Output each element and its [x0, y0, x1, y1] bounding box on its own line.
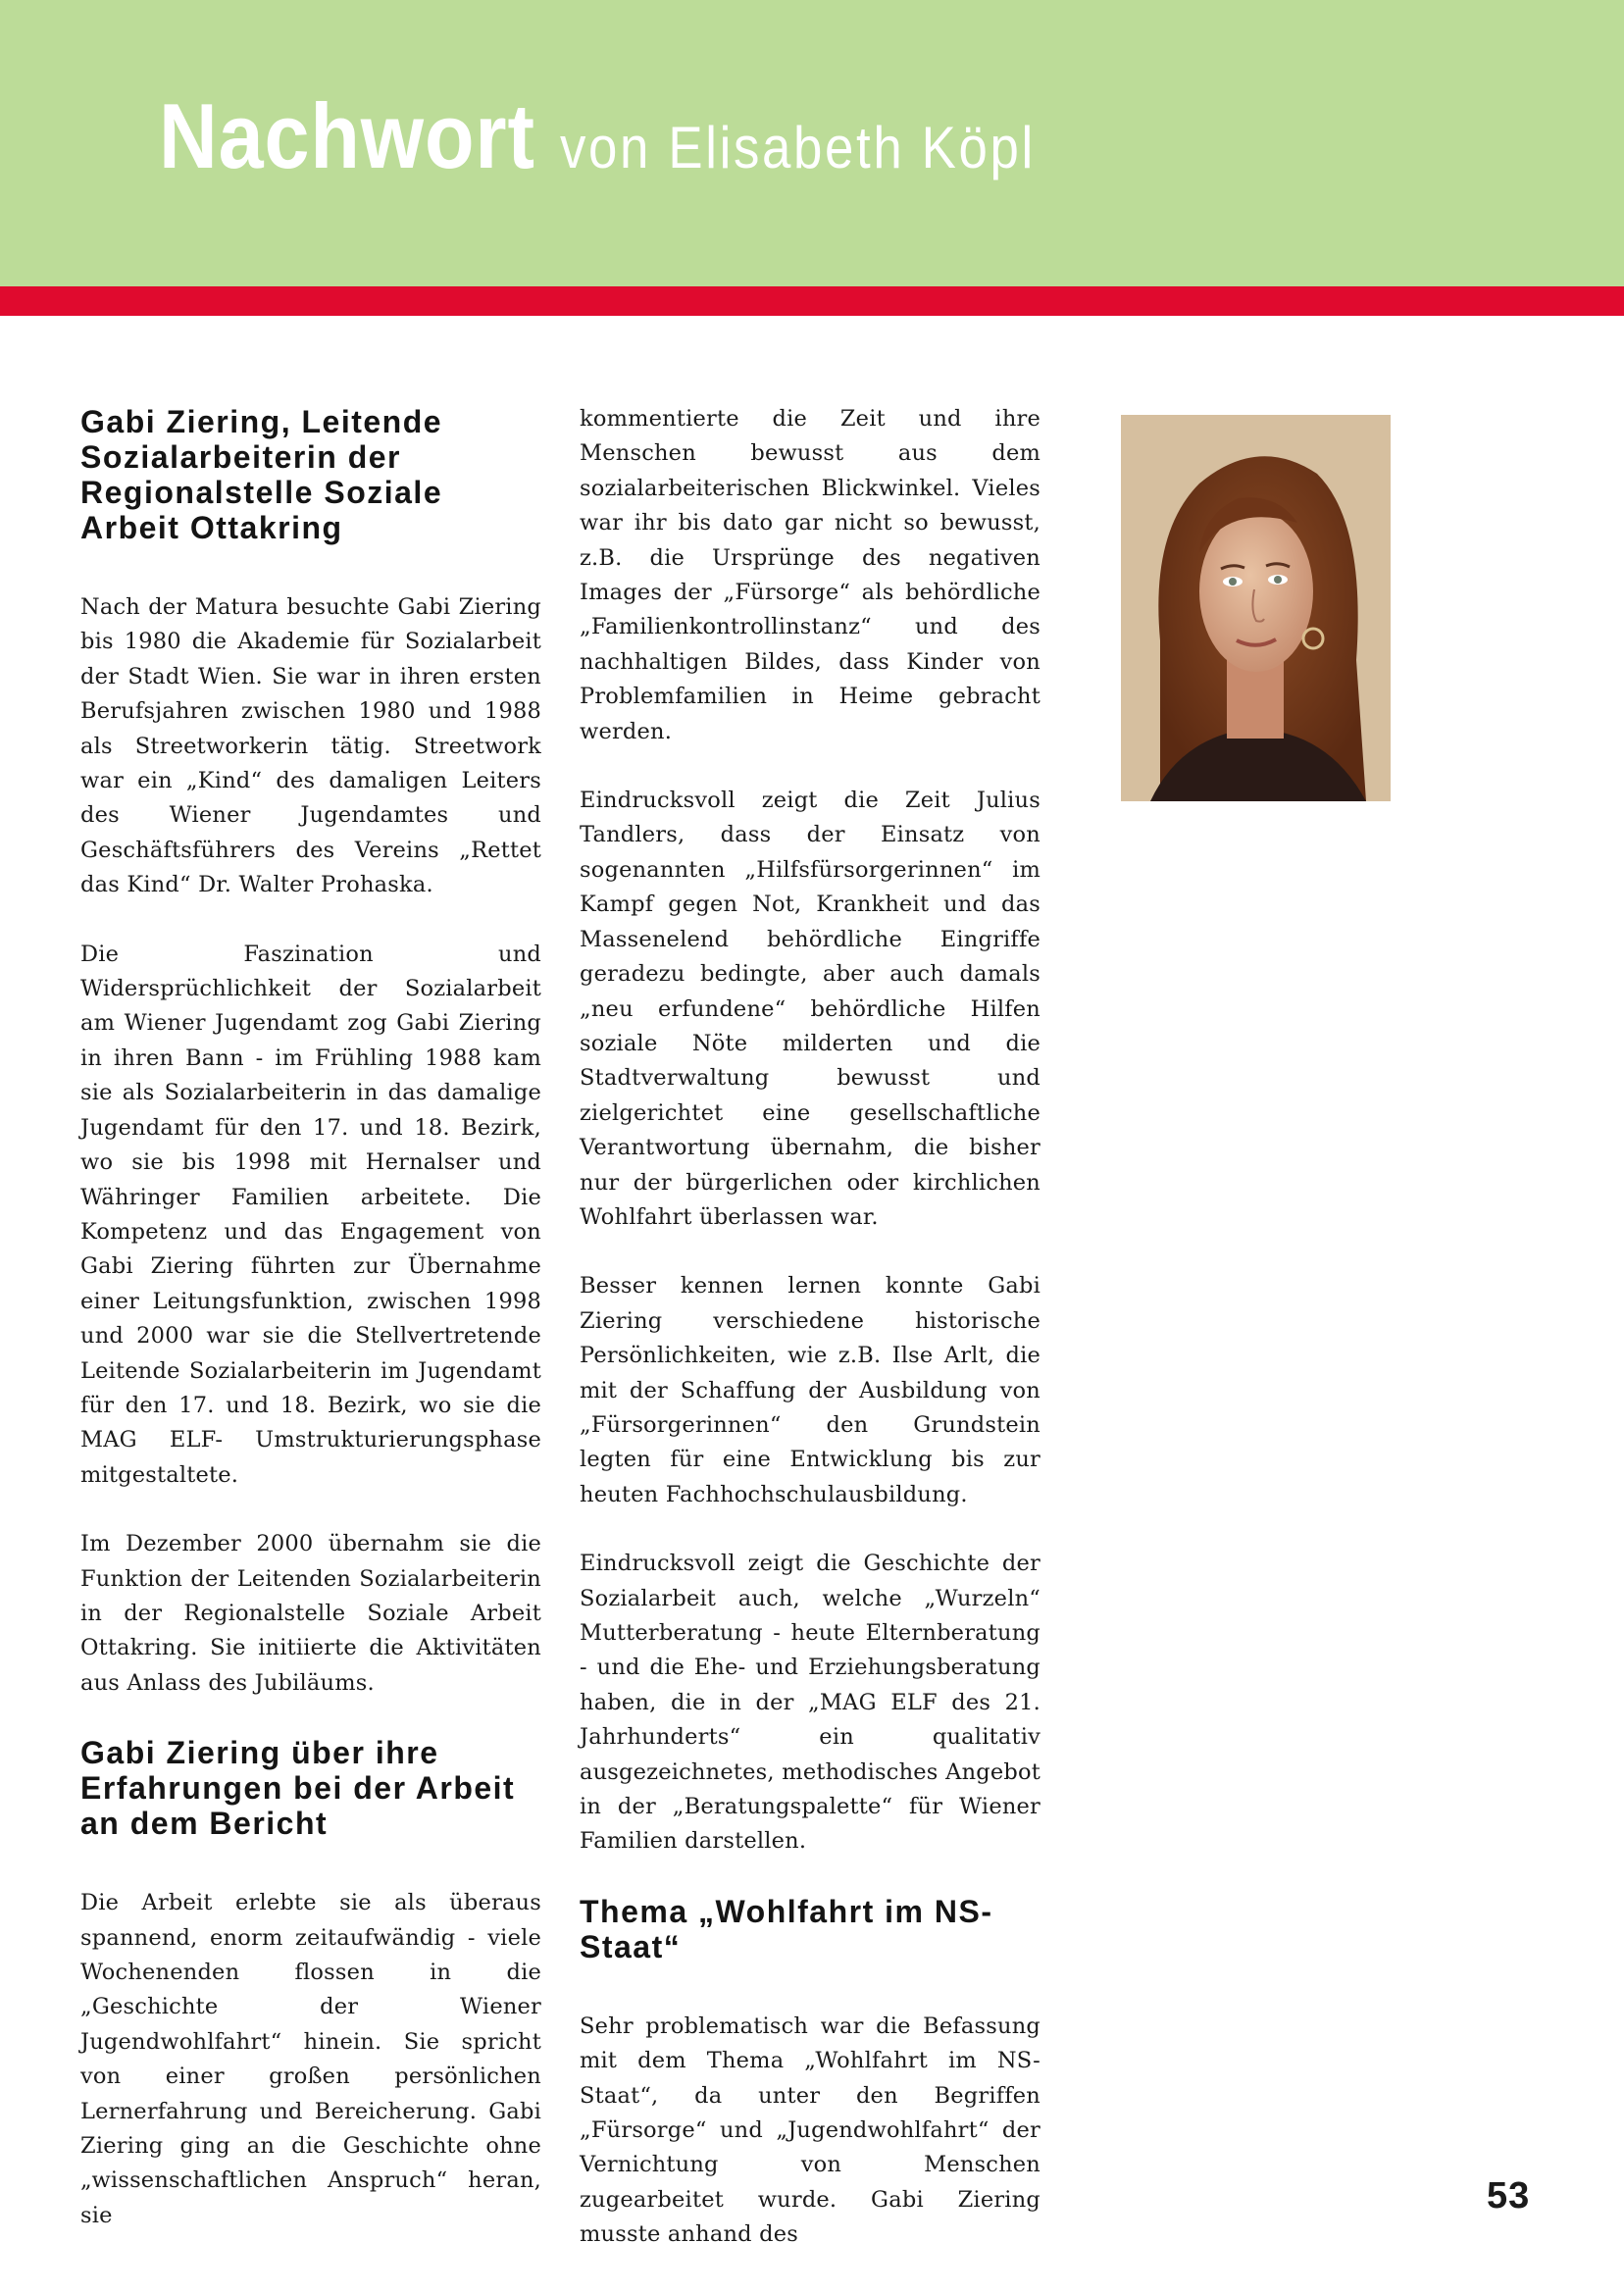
paragraph: Die Arbeit erlebte sie als überaus spannend, enorm zeitaufwändig - viele Wochenenden flossen in die „Geschichte der Wiener Jugendwohlfahrt“ hinein. Sie spricht von einer großen persönlichen Lernerfahrung und Bereicherung. Gabi Ziering ging an die Geschichte ohne „wissenschaftlichen Anspruch“ heran, sie — [80, 1890, 541, 2228]
paragraph: Die Faszination und Widersprüchlichkeit der Sozialarbeit am Wiener Jugendamt zog Gabi Ziering in ihren Bann - im Frühling 1988 kam sie als Sozialarbeiterin in das damalige Jugendamt für den 17. und 18. Bezirk, wo sie bis 1998 mit Hernalser und Währinger Familien arbeitete. Die Kompetenz und das Engagement von Gabi Ziering führten zur Übernahme einer Leitungsfunktion, zwischen 1998 und 2000 war sie die Stellvertretende Leitende Sozialarbeiterin im Jugendamt für den 17. und 18. Bezirk, wo sie die MAG ELF- Umstrukturierungsphase mitgestaltete. — [80, 941, 541, 1488]
page-number: 53 — [1487, 2175, 1531, 2217]
paragraph: Im Dezember 2000 übernahm sie die Funktion der Leitenden Sozialarbeiterin in der Regionalstelle Soziale Arbeit Ottakring. Sie initiierte die Aktivitäten aus Anlass des Jubiläums. — [80, 1531, 541, 1696]
paragraph: Nach der Matura besuchte Gabi Ziering bis 1980 die Akademie für Sozialarbeit der Stadt Wien. Sie war in ihren ersten Berufsjahren zwischen 1980 und 1988 als Streetworkerin tätig. Streetwork war ein „Kind“ des damaligen Leiters des Wiener Jugendamtes und Geschäftsführers des Vereins „Rettet das Kind“ Dr. Walter Prohaska. — [80, 594, 541, 898]
paragraph: Eindrucksvoll zeigt die Geschichte der Sozialarbeit auch, welche „Wurzeln“ Mutterberatung - heute Elternberatung - und die Ehe- und Erziehungsberatung haben, die in der „MAG ELF des 21. Jahrhunderts“ ein qualitativ ausgezeichnetes, methodisches Angebot in der „Beratungspalette“ für Wiener Familien darstellen. — [580, 1551, 1040, 1855]
paragraph: Besser kennen lernen konnte Gabi Ziering verschiedene historische Persönlichkeiten, wie z.B. Ilse Arlt, die mit der Schaffung der Ausbildung von „Fürsorgerinnen“ den Grundstein legten für eine Entwicklung bis zur heuten Fachhochschulausbildung. — [580, 1273, 1040, 1507]
section-heading-ns-welfare: Thema „Wohlfahrt im NS-Staat“ — [580, 1893, 993, 1964]
paragraph: kommentierte die Zeit und ihre Menschen bewusst aus dem sozialarbeiterischen Blickwinkel. Vieles war ihr bis dato gar nicht so bewusst, z.B. die Ursprünge des negativen Images der „Fürsorge“ als behördliche „Familienkontrollinstanz“ und des nachhaltigen Bildes, dass Kinder von Problemfamilien in Heime gebracht werden. — [580, 406, 1040, 744]
paragraph: Sehr problematisch war die Befassung mit dem Thema „Wohlfahrt im NS-Staat“, da unter den Begriffen „Fürsorge“ und „Jugendwohlfahrt“ der Vernichtung von Menschen zugearbeitet wurde. Gabi Ziering musste anhand des — [580, 2013, 1040, 2248]
page-title — [159, 84, 1100, 187]
title-author: von Elisabeth Köpl — [560, 115, 1037, 180]
paragraph: Eindrucksvoll zeigt die Zeit Julius Tandlers, dass der Einsatz von sogenannten „Hilfsfürsorgerinnen“ im Kampf gegen Not, Krankheit und das Massenelend behördliche Eingriffe geradezu bedingte, aber auch damals „neu erfundene“ behördliche Hilfen soziale Nöte milderten und die Stadtverwaltung bewusst und zielgerichtet eine gesellschaftliche Verantwortung übernahm, die bisher nur der bürgerlichen oder kirchlichen Wohlfahrt überlassen war. — [580, 788, 1040, 1230]
portrait-illustration — [1121, 415, 1391, 801]
text-column-middle — [580, 402, 1040, 2287]
portrait-photo — [1121, 415, 1391, 801]
section-heading-profile: Gabi Ziering, Leitende Sozialarbeiterin der Regionalstelle Soziale Arbeit Ottakring — [80, 404, 443, 545]
text-column-left — [80, 402, 541, 2268]
section-heading-experience: Gabi Ziering über ihre Erfahrungen bei der Arbeit an dem Bericht — [80, 1735, 516, 1842]
title-main: Nachwort — [159, 84, 535, 187]
header-red-stripe — [0, 286, 1624, 316]
